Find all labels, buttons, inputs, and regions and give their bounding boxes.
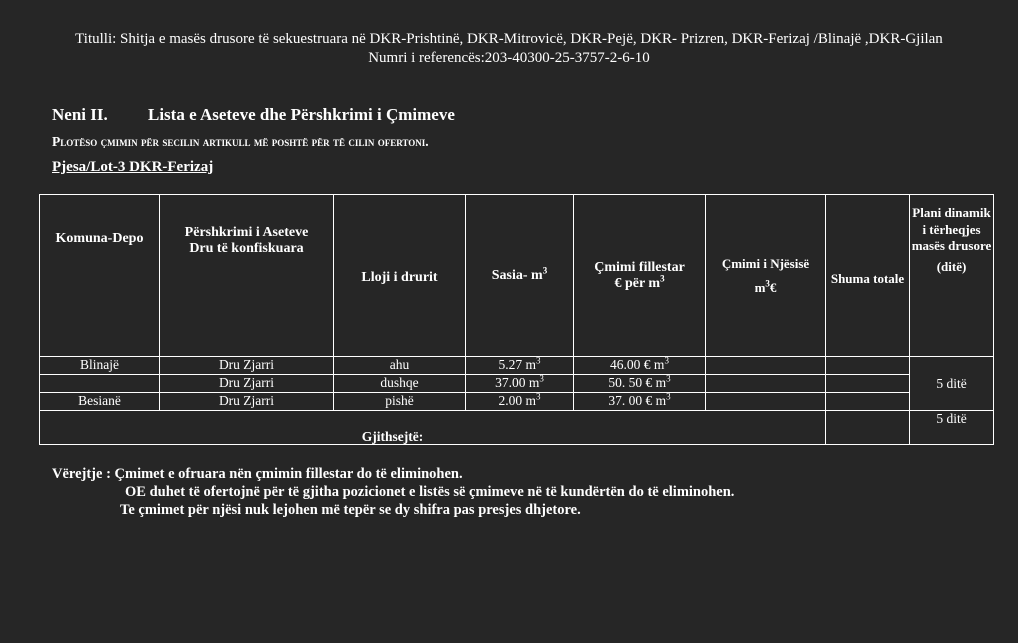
cell-komuna: Besianë <box>40 393 160 411</box>
cell-sasia: 37.00 $m^3$ <box>466 375 574 393</box>
table-header-row <box>40 195 994 357</box>
col-header-lloji: Lloji i drurit <box>334 195 466 357</box>
table-row <box>40 393 994 411</box>
cell-cmimi-fillestar: 37. 00 € $m^3$ <box>574 393 706 411</box>
cell-total-plan-days: 5 ditë <box>910 411 994 445</box>
note-line-1: Vërejtje : Çmimet e ofruara nën çmimin fillestar do të eliminohen. <box>52 466 463 482</box>
note-line-3: Te çmimet për njësi nuk lejohen më tepër se dy shifra pas presjes dhjetore. <box>120 502 581 518</box>
cell-cmimi-njesise-input[interactable] <box>706 393 826 411</box>
cell-lloji: ahu <box>334 357 466 375</box>
table-row <box>40 357 994 375</box>
table-total-row <box>40 411 994 445</box>
col-header-shuma: Shuma totale <box>826 195 910 357</box>
section-heading <box>52 105 455 125</box>
instruction-text: Plotëso çmimin për secilin artikull më poshtë për të cilin ofertoni. <box>52 134 429 149</box>
cell-pershkrimi: Dru Zjarri <box>160 375 334 393</box>
cell-lloji: pishë <box>334 393 466 411</box>
cell-komuna: Blinajë <box>40 357 160 375</box>
document-title: Titulli: Shitja e masës drusore të sekuestruara në DKR-Prishtinë, DKR-Mitrovicë, DKR-Pejë, DKR- Prizren, DKR-Ferizaj /Blinajë ,DKR-Gjilan <box>75 31 943 47</box>
col-header-cmimi-fillestar: Çmimi fillestar € për $m^3$ <box>574 195 706 357</box>
col-header-pershkrimi: Përshkrimi i Aseteve Dru të konfiskuara <box>160 195 334 357</box>
cell-shuma-input[interactable] <box>826 357 910 375</box>
note-line-2: OE duhet të ofertojnë për të gjitha pozicionet e listës së çmimeve në të kundërtën do të eliminohen. <box>125 484 735 500</box>
cell-pershkrimi: Dru Zjarri <box>160 393 334 411</box>
col-header-plani: Plani dinamik i tërheqjes masës drusore (ditë) <box>910 195 994 357</box>
col-header-komuna: Komuna-Depo <box>40 195 160 357</box>
cell-shuma-input[interactable] <box>826 393 910 411</box>
cell-sasia: 5.27 $m^3$ <box>466 357 574 375</box>
col-header-sasia: Sasia- $m^3$ <box>466 195 574 357</box>
cell-shuma-input[interactable] <box>826 375 910 393</box>
cell-total-shuma-input[interactable] <box>826 411 910 445</box>
section-title: Lista e Aseteve dhe Përshkrimi i Çmimeve <box>148 105 455 124</box>
price-table <box>39 194 994 445</box>
cell-komuna <box>40 375 160 393</box>
reference-number: Numri i referencës:203-40300-25-3757-2-6-10 <box>368 50 650 66</box>
cell-pershkrimi: Dru Zjarri <box>160 357 334 375</box>
cell-plan-days: 5 ditë <box>910 357 994 411</box>
lot-title: Pjesa/Lot-3 DKR-Ferizaj <box>52 159 214 175</box>
cell-cmimi-fillestar: 50. 50 € $m^3$ <box>574 375 706 393</box>
cell-cmimi-fillestar: 46.00 € $m^3$ <box>574 357 706 375</box>
cell-lloji: dushqe <box>334 375 466 393</box>
col-header-cmimi-njesise: Çmimi i Njësisë $m^3€$ <box>706 195 826 357</box>
cell-sasia: 2.00 $m^3$ <box>466 393 574 411</box>
section-number: Neni II. <box>52 105 108 124</box>
table-row <box>40 375 994 393</box>
cell-cmimi-njesise-input[interactable] <box>706 375 826 393</box>
total-label: Gjithsejtë: <box>40 411 826 445</box>
cell-cmimi-njesise-input[interactable] <box>706 357 826 375</box>
